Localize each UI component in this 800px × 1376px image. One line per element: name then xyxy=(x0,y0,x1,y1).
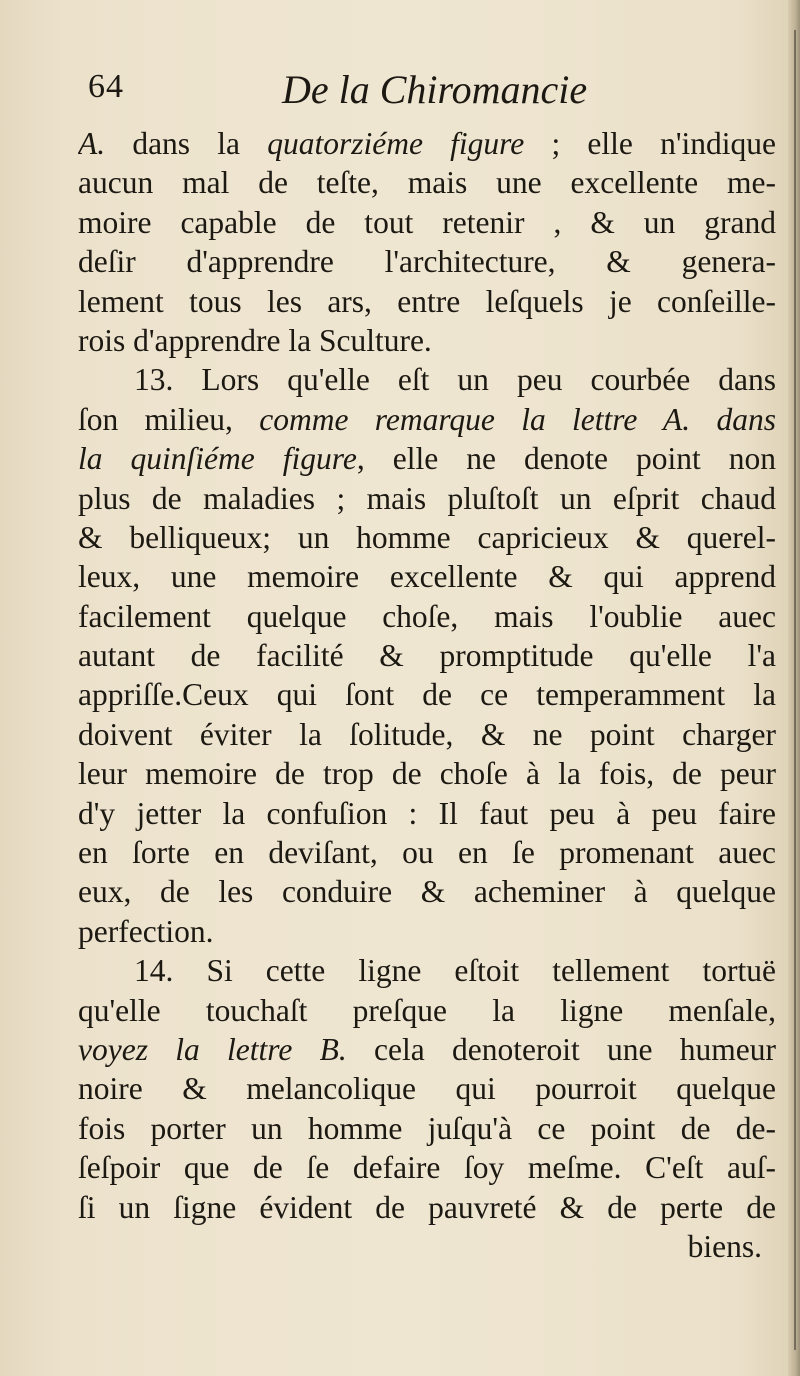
text-line: qu'elle touchaſt preſque la ligne menſale, xyxy=(78,992,776,1028)
text-line: noire & melancolique qui pourroit quelque xyxy=(78,1071,776,1107)
body-text xyxy=(78,124,776,1266)
text-line: aucun mal de teſte, mais une excellente me- xyxy=(78,165,776,201)
text-line xyxy=(78,1030,776,1069)
text-line: autant de facilité & promptitude qu'elle l'a xyxy=(78,638,776,674)
text-line: rois d'apprendre la Sculture. xyxy=(78,322,432,358)
paragraph-14-start: 14. Si cette ligne eſtoit tellement tortuë xyxy=(134,953,776,989)
text-line xyxy=(78,439,776,478)
paragraph-13-start: 13. Lors qu'elle eſt un peu courbée dans xyxy=(134,362,776,398)
binding-shadow xyxy=(794,30,796,1350)
text-line: facilement quelque choſe, mais l'oublie auec xyxy=(78,598,776,634)
text-line: perfection. xyxy=(78,913,214,949)
text-line: en ſorte en deviſant, ou en ſe promenant auec xyxy=(78,835,776,871)
text-line: leur memoire de trop de choſe à la fois, de peur xyxy=(78,756,776,792)
figure-reference: comme remarque la lettre A. dans xyxy=(259,401,776,437)
text-run: ſon milieu, xyxy=(78,401,260,437)
figure-letter: A. xyxy=(78,126,106,161)
text-line: appriſſe.Ceux qui ſont de ce temperamment la xyxy=(78,677,776,713)
figure-reference: la quinſiéme figure xyxy=(78,441,357,477)
figure-reference: quatorziéme figure xyxy=(267,126,525,161)
text-line: moire capable de tout retenir , & un grand xyxy=(78,204,776,240)
text-line: eux, de les conduire & acheminer à quelque xyxy=(78,874,776,910)
text-run: ; elle n'indique xyxy=(524,126,776,161)
text-line: lement tous les ars, entre leſquels je conſeille- xyxy=(78,283,776,319)
figure-reference: voyez la lettre B. xyxy=(78,1031,347,1067)
text-line: fois porter un homme juſqu'à ce point de de- xyxy=(78,1110,776,1146)
page-number: 64 xyxy=(88,68,124,105)
text-line: d'y jetter la confuſion : Il faut peu à peu faire xyxy=(78,795,776,831)
text-run: dans la xyxy=(105,126,268,161)
text-run: cela denoteroit une humeur xyxy=(346,1031,776,1067)
text-line: ſi un ſigne évident de pauvreté & de perte de xyxy=(78,1189,776,1225)
text-line xyxy=(78,124,776,163)
text-line: ſeſpoir que de ſe defaire ſoy meſme. C'eſt auſ- xyxy=(78,1150,776,1186)
text-run: , elle ne denote point non xyxy=(356,441,776,477)
text-line: deſir d'apprendre l'architecture, & genera- xyxy=(78,244,776,280)
text-line xyxy=(78,400,776,439)
text-line: doivent éviter la ſolitude, & ne point charger xyxy=(78,716,776,752)
running-title: De la Chiromancie xyxy=(282,67,588,112)
page-header xyxy=(88,66,768,118)
text-line: & belliqueux; un homme capricieux & querel- xyxy=(78,519,776,555)
text-line: leux, une memoire excellente & qui apprend xyxy=(78,559,776,595)
text-line: plus de maladies ; mais pluſtoſt un eſprit chaud xyxy=(78,480,776,516)
catchword: biens. xyxy=(687,1228,762,1264)
